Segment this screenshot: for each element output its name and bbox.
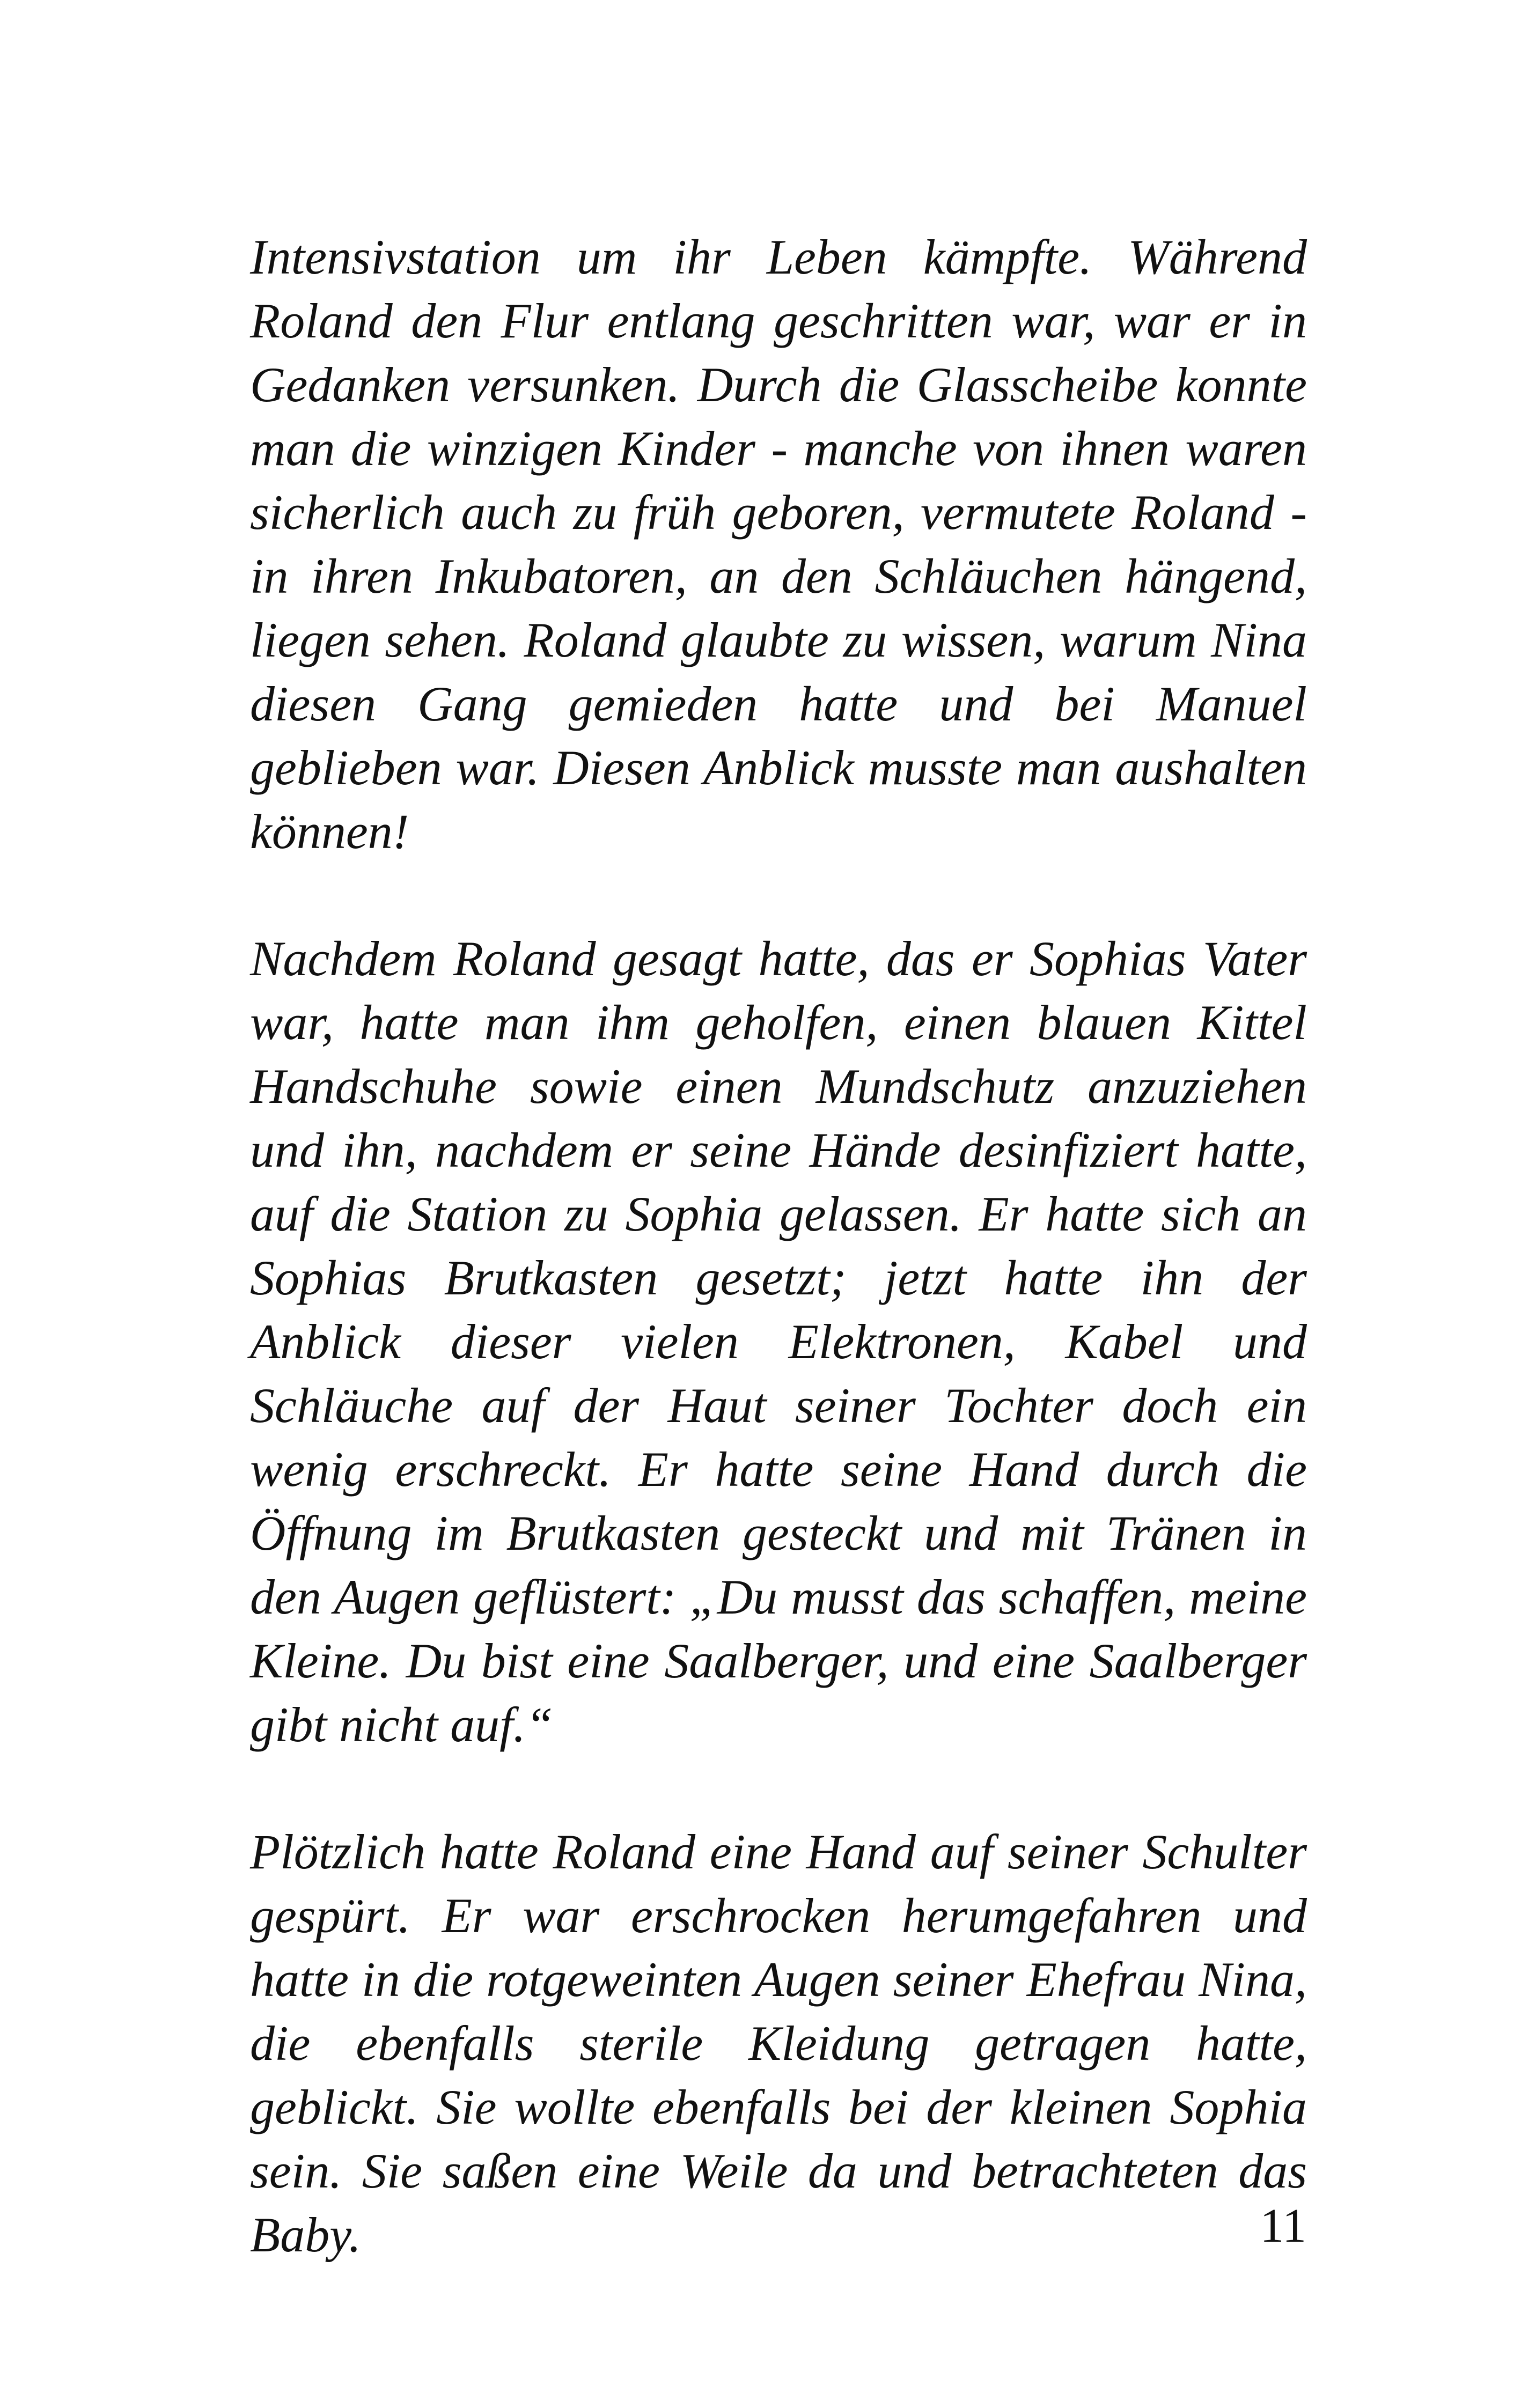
body-text [250, 225, 1307, 2267]
paragraph-2: Nachdem Roland gesagt hatte, das er Sophias Vater war, hatte man ihm geholfen, einen blauen Kittel Handschuhe sowie einen Mundschutz anzuziehen und ihn, nachdem er seine Hände desinfiziert hatte, auf die Station zu Sophia gelassen. Er hatte sich an Sophias Brutkasten gesetzt; jetzt hatte ihn der Anblick dieser vielen Elektronen, Kabel und Schläuche auf der Haut seiner Tochter doch ein wenig erschreckt. Er hatte seine Hand durch die Öffnung im Brutkasten gesteckt und mit Tränen in den Augen geflüstert: „Du musst das schaffen, meine Kleine. Du bist eine Saalberger, und eine Saalberger gibt nicht auf.“ [250, 931, 1307, 1752]
paragraph-1: Intensivstation um ihr Leben kämpfte. Während Roland den Flur entlang geschritten war, war er in Gedanken versunken. Durch die Glasscheibe konnte man die winzigen Kinder - manche von ihnen waren sicherlich auch zu früh geboren, vermutete Roland - in ihren Inkubatoren, an den Schläuchen hängend, liegen sehen. Roland glaubte zu wissen, warum Nina diesen Gang gemieden hatte und bei Manuel geblieben war. Diesen Anblick musste man aushalten können! [250, 230, 1307, 859]
paragraph-3: Plötzlich hatte Roland eine Hand auf seiner Schulter gespürt. Er war erschrocken herumgefahren und hatte in die rotgeweinten Augen seiner Ehefrau Nina, die ebenfalls sterile Kleidung getragen hatte, geblickt. Sie wollte ebenfalls bei der kleinen Sophia sein. Sie saßen eine Weile da und betrachteten das Baby. [250, 1824, 1307, 2262]
page-number: 11 [1260, 2199, 1306, 2252]
